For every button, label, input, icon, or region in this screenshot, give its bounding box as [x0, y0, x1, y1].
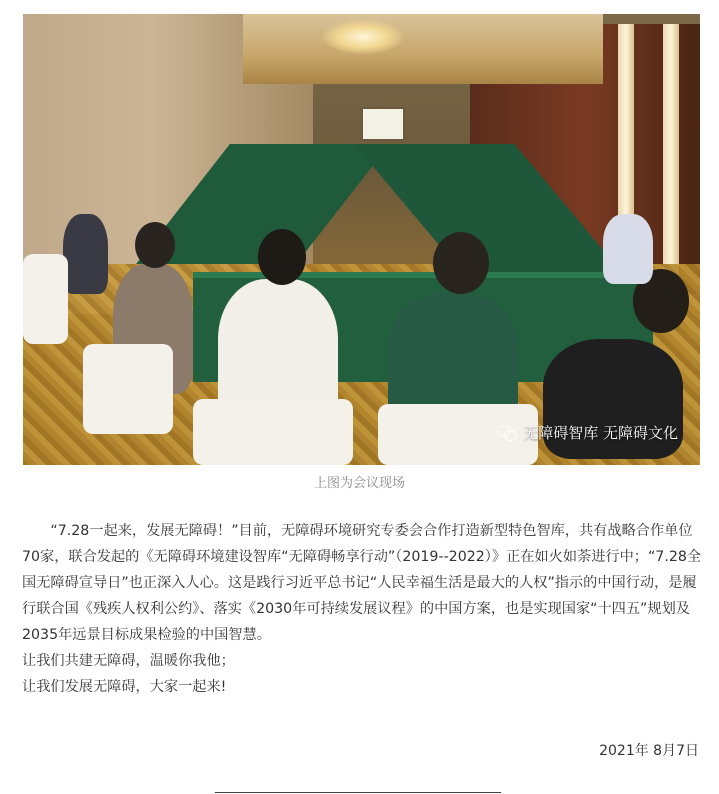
projector-screen — [361, 107, 405, 141]
watermark — [497, 422, 678, 443]
attendee — [603, 214, 653, 284]
chair — [193, 399, 353, 465]
pillar — [663, 24, 679, 284]
attendee-head — [135, 222, 175, 268]
watermark-text: 无障碍智库 无障碍文化 — [523, 424, 678, 442]
conference-photo — [23, 14, 700, 465]
article-body — [22, 518, 702, 700]
attendee-head — [258, 229, 306, 285]
chair — [23, 254, 68, 344]
chair — [83, 344, 173, 434]
paragraph: “7.28一起来，发展无障碍！”目前，无障碍环境研究专委会合作打造新型特色智库，共有战略合作单位70家，联合发起的《无障碍环境建设智库“无障碍畅享行动”（2019--2022）》正在如火如荼进行中；“7.28全国无障碍宣导日”也正深入人心。这是践行习近平总书记“人民幸福生活是最大的人权”指示的中国行动，是履行联合国《残疾人权利公约》、落实《2030年可持续发展议程》的中国方案，也是实现国家“十四五”规划及2035年远景目标成果检验的中国智慧。 — [22, 523, 702, 643]
chandelier — [323, 20, 403, 54]
paragraph: 让我们发展无障碍，大家一起来! — [22, 679, 227, 695]
paragraph: 让我们共建无障碍，温暖你我他； — [22, 653, 235, 669]
separator-line: ____________________________________________ — [215, 779, 501, 794]
publish-date: 2021年 8月7日 — [599, 743, 699, 759]
attendee — [63, 214, 108, 294]
wechat-icon — [497, 425, 517, 441]
attendee-head — [433, 232, 489, 294]
ceiling — [243, 14, 603, 84]
photo-caption: 上图为会议现场 — [313, 476, 405, 491]
